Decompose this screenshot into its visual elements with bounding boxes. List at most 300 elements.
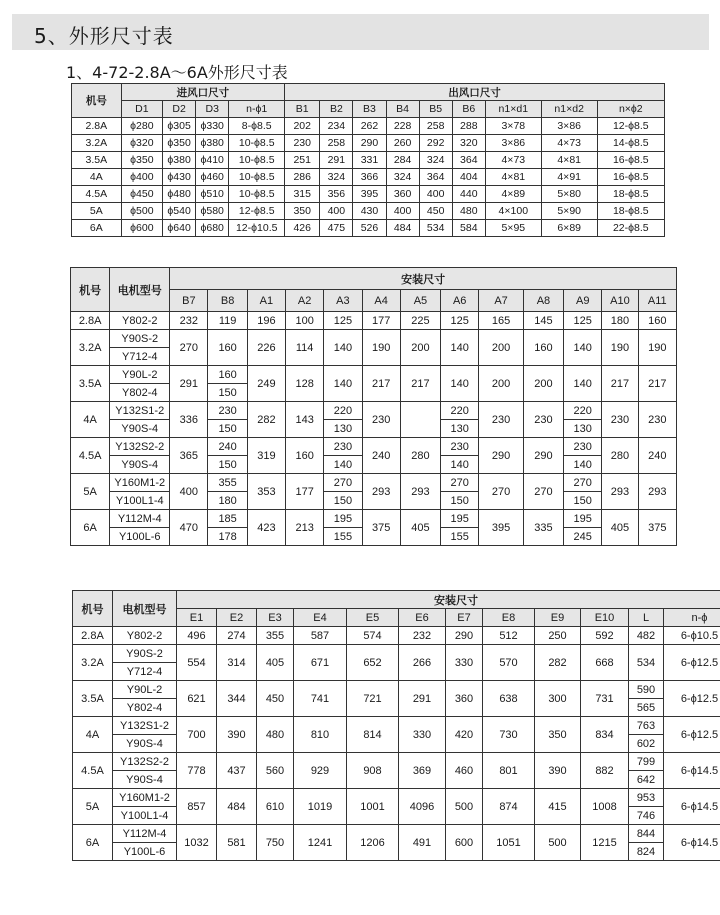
value-cell: 500 [535,825,581,861]
value-cell: 195 [441,510,479,528]
value-cell: 475 [320,220,353,237]
value-cell: 250 [535,627,581,645]
value-cell: 741 [294,681,347,717]
value-cell: 230 [523,402,563,438]
value-cell: 581 [217,825,257,861]
col-header-a4: A4 [362,290,400,312]
value-cell: 484 [386,220,419,237]
value-cell: 217 [638,366,676,402]
model-cell: 2.8A [72,118,122,135]
value-cell: 882 [581,753,629,789]
value-cell: 405 [257,645,294,681]
col-header-a10: A10 [602,290,638,312]
value-cell: ϕ410 [196,152,229,169]
value-cell: 953 [629,789,664,807]
value-cell: 750 [257,825,294,861]
table-row [72,152,665,169]
value-cell: 314 [217,645,257,681]
value-cell: 10-ϕ8.5 [229,135,285,152]
value-cell: ϕ430 [163,169,196,186]
value-cell: 320 [452,135,485,152]
value-cell: 291 [399,681,446,717]
col-header-n1×d2: n1×d2 [541,101,597,118]
value-cell: 6-ϕ14.5 [664,825,720,861]
value-cell: 700 [177,717,217,753]
value-cell: 426 [285,220,320,237]
value-cell: 315 [285,186,320,203]
value-cell: 282 [535,645,581,681]
value-cell: 450 [419,203,452,220]
value-cell: 270 [564,474,602,492]
value-cell: ϕ510 [196,186,229,203]
value-cell: 240 [638,438,676,474]
model-cell: 5A [71,474,110,510]
value-cell: 180 [602,312,638,330]
value-cell: 746 [629,807,664,825]
value-cell: 355 [257,627,294,645]
value-cell: 395 [353,186,386,203]
table-subtitle: 1、4-72-2.8A～6A外形尺寸表 [66,63,288,82]
value-cell: 177 [362,312,400,330]
model-cell: 4A [72,169,122,186]
motor-cell: Y90S-2 [113,645,177,663]
model-cell: 3.2A [72,135,122,152]
value-cell: 185 [208,510,247,528]
value-cell: 270 [170,330,208,366]
value-cell: 160 [208,330,247,366]
value-cell: 150 [324,492,362,510]
value-cell: 799 [629,753,664,771]
motor-cell: Y112M-4 [113,825,177,843]
col-header-d1: D1 [121,101,162,118]
value-cell: 12-ϕ8.5 [597,118,664,135]
value-cell: 491 [399,825,446,861]
table-row [73,645,720,663]
value-cell: 130 [324,420,362,438]
value-cell: 160 [523,330,563,366]
model-cell: 4A [71,402,110,438]
value-cell: 14-ϕ8.5 [597,135,664,152]
value-cell: 405 [400,510,440,546]
model-cell: 3.2A [71,330,110,366]
value-cell: 360 [386,186,419,203]
value-cell: 125 [324,312,362,330]
table-row [71,402,677,420]
value-cell: 5×95 [485,220,541,237]
table-row [73,789,720,807]
value-cell: 143 [286,402,324,438]
col-header-model: 机号 [71,268,110,312]
value-cell: 730 [483,717,535,753]
value-cell: 404 [452,169,485,186]
col-header-motor: 电机型号 [110,268,170,312]
value-cell: 12-ϕ8.5 [229,203,285,220]
value-cell: 534 [419,220,452,237]
value-cell: 4×100 [485,203,541,220]
value-cell: 234 [320,118,353,135]
value-cell: 929 [294,753,347,789]
value-cell: 1001 [347,789,399,825]
col-header-e6: E6 [399,609,446,627]
motor-cell: Y112M-4 [110,510,170,528]
motor-cell: Y132S1-2 [113,717,177,735]
motor-cell: Y132S2-2 [113,753,177,771]
col-header-a1: A1 [247,290,285,312]
value-cell: 395 [479,510,523,546]
value-cell: 291 [170,366,208,402]
model-cell: 6A [73,825,113,861]
col-header-b2: B2 [320,101,353,118]
value-cell: 6-ϕ14.5 [664,753,720,789]
col-header-motor: 电机型号 [113,591,177,627]
value-cell: 200 [479,366,523,402]
col-header-e10: E10 [581,609,629,627]
value-cell: 1019 [294,789,347,825]
value-cell: 324 [386,169,419,186]
model-cell: 6A [71,510,110,546]
value-cell: 140 [441,330,479,366]
value-cell: ϕ305 [163,118,196,135]
model-cell: 5A [73,789,113,825]
value-cell: 390 [217,717,257,753]
value-cell: 450 [257,681,294,717]
dimension-table-install-a [70,267,677,546]
value-cell: 114 [286,330,324,366]
table-row [73,753,720,771]
value-cell: 240 [362,438,400,474]
model-cell: 3.5A [71,366,110,402]
col-header-a6: A6 [441,290,479,312]
value-cell: 470 [170,510,208,546]
value-cell: ϕ380 [163,152,196,169]
value-cell: 400 [386,203,419,220]
value-cell: 592 [581,627,629,645]
col-header-a3: A3 [324,290,362,312]
col-header-a11: A11 [638,290,676,312]
value-cell: 10-ϕ8.5 [229,169,285,186]
value-cell: 400 [170,474,208,510]
value-cell: 178 [208,528,247,546]
value-cell: 731 [581,681,629,717]
value-cell: 249 [247,366,285,402]
model-cell: 4A [73,717,113,753]
col-header-b4: B4 [386,101,419,118]
value-cell: 125 [564,312,602,330]
motor-cell: Y100L1-4 [113,807,177,825]
value-cell: 908 [347,753,399,789]
col-header-n×ϕ2: n×ϕ2 [597,101,664,118]
value-cell: 10-ϕ8.5 [229,152,285,169]
value-cell: 232 [170,312,208,330]
value-cell: ϕ540 [163,203,196,220]
value-cell: 484 [217,789,257,825]
col-header-b6: B6 [452,101,485,118]
value-cell: 150 [564,492,602,510]
table-row [71,330,677,348]
value-cell: 228 [386,118,419,135]
value-cell: 195 [324,510,362,528]
table-row [71,510,677,528]
value-cell: 140 [564,456,602,474]
value-cell: 4×81 [541,152,597,169]
value-cell: 290 [479,438,523,474]
value-cell: 336 [170,402,208,438]
value-cell: 220 [564,402,602,420]
value-cell: 145 [523,312,563,330]
motor-cell: Y90S-2 [110,330,170,348]
value-cell: 3×86 [541,118,597,135]
value-cell: 778 [177,753,217,789]
value-cell: ϕ380 [196,135,229,152]
value-cell: 375 [362,510,400,546]
value-cell: 420 [446,717,483,753]
value-cell: 6-ϕ10.5 [664,627,720,645]
model-cell: 4.5A [71,438,110,474]
value-cell: 721 [347,681,399,717]
value-cell: 160 [208,366,247,384]
table-row [72,118,665,135]
value-cell: 480 [452,203,485,220]
value-cell: 5×80 [541,186,597,203]
motor-cell: Y90S-4 [110,420,170,438]
col-header-b1: B1 [285,101,320,118]
value-cell: 1051 [483,825,535,861]
value-cell: 330 [399,717,446,753]
table-row [71,312,677,330]
value-cell: 150 [208,420,247,438]
value-cell: 10-ϕ8.5 [229,186,285,203]
value-cell: 240 [208,438,247,456]
value-cell: 128 [286,366,324,402]
motor-cell: Y132S2-2 [110,438,170,456]
value-cell: 844 [629,825,664,843]
motor-cell: Y100L-6 [110,528,170,546]
value-cell: 260 [386,135,419,152]
value-cell: 500 [446,789,483,825]
value-cell: 220 [324,402,362,420]
value-cell: 12-ϕ10.5 [229,220,285,237]
value-cell: 266 [399,645,446,681]
col-header-e1: E1 [177,609,217,627]
value-cell: 200 [479,330,523,366]
value-cell: 587 [294,627,347,645]
col-header-e2: E2 [217,609,257,627]
value-cell: 610 [257,789,294,825]
value-cell: 293 [638,474,676,510]
value-cell: 3×78 [485,118,541,135]
value-cell: 4×91 [541,169,597,186]
value-cell: 6-ϕ12.5 [664,717,720,753]
value-cell: 6×89 [541,220,597,237]
model-cell: 2.8A [73,627,113,645]
value-cell: 270 [441,474,479,492]
dimension-table-install-e [72,590,720,861]
value-cell: 140 [564,330,602,366]
col-header-d3: D3 [196,101,229,118]
motor-cell: Y802-2 [110,312,170,330]
value-cell: 8-ϕ8.5 [229,118,285,135]
value-cell: 292 [419,135,452,152]
value-cell: 600 [446,825,483,861]
value-cell: 230 [285,135,320,152]
value-cell: ϕ400 [121,169,162,186]
col-header-n-ϕ: n-ϕ [664,609,720,627]
value-cell: 300 [535,681,581,717]
table-row [71,438,677,456]
value-cell: 195 [564,510,602,528]
value-cell: 574 [347,627,399,645]
value-cell: 230 [362,402,400,438]
value-cell: 200 [400,330,440,366]
value-cell: 18-ϕ8.5 [597,186,664,203]
col-header-n-ϕ1: n-ϕ1 [229,101,285,118]
value-cell: 642 [629,771,664,789]
value-cell: 355 [208,474,247,492]
motor-cell: Y90S-4 [113,771,177,789]
col-header-a9: A9 [564,290,602,312]
value-cell: 356 [320,186,353,203]
value-cell: 274 [217,627,257,645]
value-cell: 155 [441,528,479,546]
value-cell: 512 [483,627,535,645]
col-header-b3: B3 [353,101,386,118]
value-cell: 140 [441,366,479,402]
col-header-e3: E3 [257,609,294,627]
value-cell: 324 [419,152,452,169]
value-cell: 18-ϕ8.5 [597,203,664,220]
value-cell: 331 [353,152,386,169]
value-cell: 6-ϕ12.5 [664,681,720,717]
value-cell: 353 [247,474,285,510]
value-cell: 671 [294,645,347,681]
motor-cell: Y90L-2 [110,366,170,384]
value-cell: 560 [257,753,294,789]
value-cell: 810 [294,717,347,753]
value-cell: 590 [629,681,664,699]
value-cell: 22-ϕ8.5 [597,220,664,237]
dimension-table-inlet-outlet [71,83,665,237]
value-cell: ϕ450 [121,186,162,203]
col-header-a7: A7 [479,290,523,312]
value-cell: 638 [483,681,535,717]
table-row [73,825,720,843]
value-cell: 245 [564,528,602,546]
value-cell: 284 [386,152,419,169]
col-header-model: 机号 [73,591,113,627]
value-cell: 496 [177,627,217,645]
col-header-b5: B5 [419,101,452,118]
value-cell: 6-ϕ12.5 [664,645,720,681]
value-cell: 217 [362,366,400,402]
value-cell: 482 [629,627,664,645]
value-cell: 440 [452,186,485,203]
value-cell: 16-ϕ8.5 [597,152,664,169]
value-cell: 364 [452,152,485,169]
motor-cell: Y132S1-2 [110,402,170,420]
col-header-e8: E8 [483,609,535,627]
value-cell: 1206 [347,825,399,861]
value-cell: ϕ680 [196,220,229,237]
value-cell: ϕ640 [163,220,196,237]
value-cell: 293 [602,474,638,510]
value-cell: 814 [347,717,399,753]
value-cell: 366 [353,169,386,186]
value-cell: 554 [177,645,217,681]
value-cell: 258 [419,118,452,135]
value-cell: 251 [285,152,320,169]
value-cell: 344 [217,681,257,717]
value-cell: 119 [208,312,247,330]
value-cell: 225 [400,312,440,330]
col-header-outlet: 出风口尺寸 [285,84,665,101]
value-cell: 4×89 [485,186,541,203]
value-cell: 1032 [177,825,217,861]
value-cell: 258 [320,135,353,152]
value-cell: 226 [247,330,285,366]
col-header-install: 安装尺寸 [177,591,720,609]
value-cell: 4×73 [485,152,541,169]
value-cell: ϕ480 [163,186,196,203]
value-cell: 150 [208,384,247,402]
value-cell: 270 [479,474,523,510]
value-cell: 180 [208,492,247,510]
motor-cell: Y712-4 [110,348,170,366]
value-cell: 375 [638,510,676,546]
value-cell: 280 [602,438,638,474]
value-cell: 3×86 [485,135,541,152]
motor-cell: Y100L-6 [113,843,177,861]
value-cell: 526 [353,220,386,237]
value-cell: ϕ460 [196,169,229,186]
col-header-a5: A5 [400,290,440,312]
table-row [73,717,720,735]
motor-cell: Y802-4 [113,699,177,717]
value-cell: 270 [324,474,362,492]
value-cell: 330 [446,645,483,681]
table-row [71,474,677,492]
value-cell: 874 [483,789,535,825]
value-cell: 125 [441,312,479,330]
model-cell: 2.8A [71,312,110,330]
value-cell: 160 [638,312,676,330]
value-cell: 200 [523,366,563,402]
value-cell: 220 [441,402,479,420]
value-cell: 190 [362,330,400,366]
motor-cell: Y90S-4 [110,456,170,474]
motor-cell: Y802-2 [113,627,177,645]
value-cell: 150 [208,456,247,474]
value-cell: 319 [247,438,285,474]
table-row [72,186,665,203]
col-header-install: 安装尺寸 [170,268,677,290]
table-row [72,203,665,220]
value-cell: 350 [535,717,581,753]
value-cell: 140 [564,366,602,402]
motor-cell: Y90S-4 [113,735,177,753]
value-cell: 202 [285,118,320,135]
model-cell: 3.5A [73,681,113,717]
col-header-model: 机号 [72,84,122,118]
value-cell: 230 [638,402,676,438]
value-cell: 834 [581,717,629,753]
model-cell: 5A [72,203,122,220]
value-cell: 291 [320,152,353,169]
value-cell: 230 [208,402,247,420]
value-cell: 364 [419,169,452,186]
col-header-e4: E4 [294,609,347,627]
value-cell: 460 [446,753,483,789]
value-cell: 196 [247,312,285,330]
